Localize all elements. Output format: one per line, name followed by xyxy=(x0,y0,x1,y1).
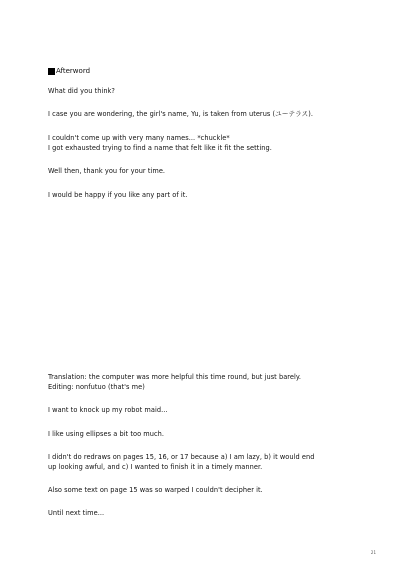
name-origin-note xyxy=(48,110,378,120)
editing-credit: Editing: nonfutuo (that's me) xyxy=(48,382,145,391)
thanks-paragraph xyxy=(48,167,378,177)
question-text: What did you think? xyxy=(48,87,115,95)
translation-credit: Translation: the computer was more helpful this time round, but just barely. xyxy=(48,373,302,381)
afterword-question xyxy=(48,87,378,97)
names-line-2: I got exhausted trying to find a name that felt like it fit the setting. xyxy=(48,143,272,152)
warped-text: Also some text on page 15 was so warped I couldn't decipher it. xyxy=(48,486,263,494)
ellipses-note xyxy=(48,430,378,440)
name-origin-text: I case you are wondering, the girl's name, Yu, is taken from uterus (ユーテラス). xyxy=(48,110,313,118)
afterword-heading xyxy=(48,66,90,76)
names-paragraph xyxy=(48,134,378,153)
square-bullet-icon xyxy=(48,68,55,75)
redraws-line-2: up looking awful, and c) I wanted to finish it in a timely manner. xyxy=(48,462,263,471)
closing-paragraph xyxy=(48,191,378,201)
thanks-text: Well then, thank you for your time. xyxy=(48,167,166,175)
closing-text: I would be happy if you like any part of it. xyxy=(48,191,188,199)
robot-note xyxy=(48,406,378,416)
warped-text-note xyxy=(48,486,378,496)
afterword-title: Afterword xyxy=(56,67,91,75)
credits-paragraph xyxy=(48,373,378,392)
redraws-line-1: I didn't do redraws on pages 15, 16, or 17 because a) I am lazy, b) it would end xyxy=(48,453,315,461)
until-next-time xyxy=(48,509,378,519)
ellipses-text: I like using ellipses a bit too much. xyxy=(48,430,165,438)
until-text: Until next time... xyxy=(48,509,105,517)
redraws-note xyxy=(48,453,378,472)
page-number: 21 xyxy=(370,550,376,555)
names-line-1: I couldn't come up with very many names... *chuckle* xyxy=(48,134,230,142)
robot-text: I want to knock up my robot maid... xyxy=(48,406,168,414)
